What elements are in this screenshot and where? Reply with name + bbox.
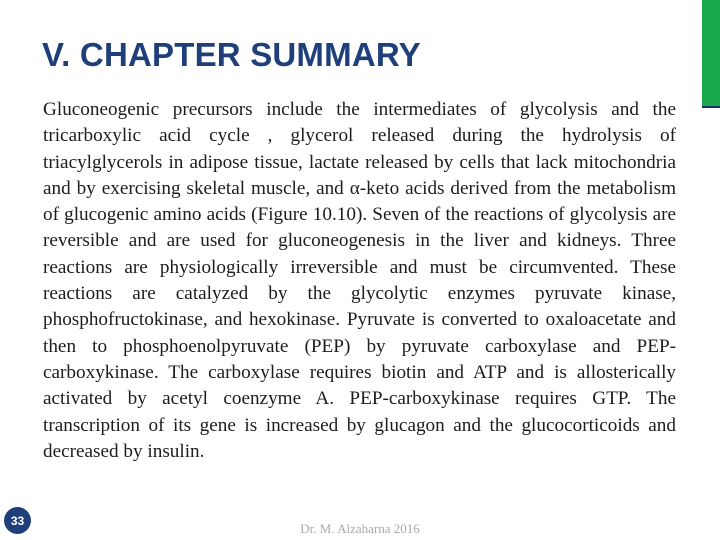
accent-bar-green bbox=[702, 0, 720, 106]
slide-title: V. CHAPTER SUMMARY bbox=[42, 36, 421, 73]
summary-paragraph: Gluconeogenic precursors include the intermediates of glycolysis and the tricarboxylic acid cycle , glycerol released during the hydrolysis of triacylglycerols in adipose tissue, lactate released by cells that lack mitochondria and by exercising skeletal muscle, and α-keto acids derived from the metabolism of glucogenic amino acids (Figure 10.10). Seven of the reactions of glycolysis are reversible and are used for gluconeogenesis in the liver and kidneys. Three reactions are physiologically irreversible and must be circumvented. These reactions are catalyzed by the glycolytic enzymes pyruvate kinase, phosphofructokinase, and hexokinase. Pyruvate is converted to oxaloacetate and then to phosphoenolpyruvate (PEP) by pyruvate carboxylase and PEP-carboxykinase. The carboxylase requires biotin and ATP and is allosterically activated by acetyl coenzyme A. PEP-carboxykinase requires GTP. The transcription of its gene is increased by glucagon and the glucocorticoids and decreased by insulin. bbox=[43, 99, 676, 462]
page-number-badge: 33 bbox=[4, 507, 31, 534]
footer-author: Dr. M. Alzaharna 2016 bbox=[300, 521, 420, 536]
